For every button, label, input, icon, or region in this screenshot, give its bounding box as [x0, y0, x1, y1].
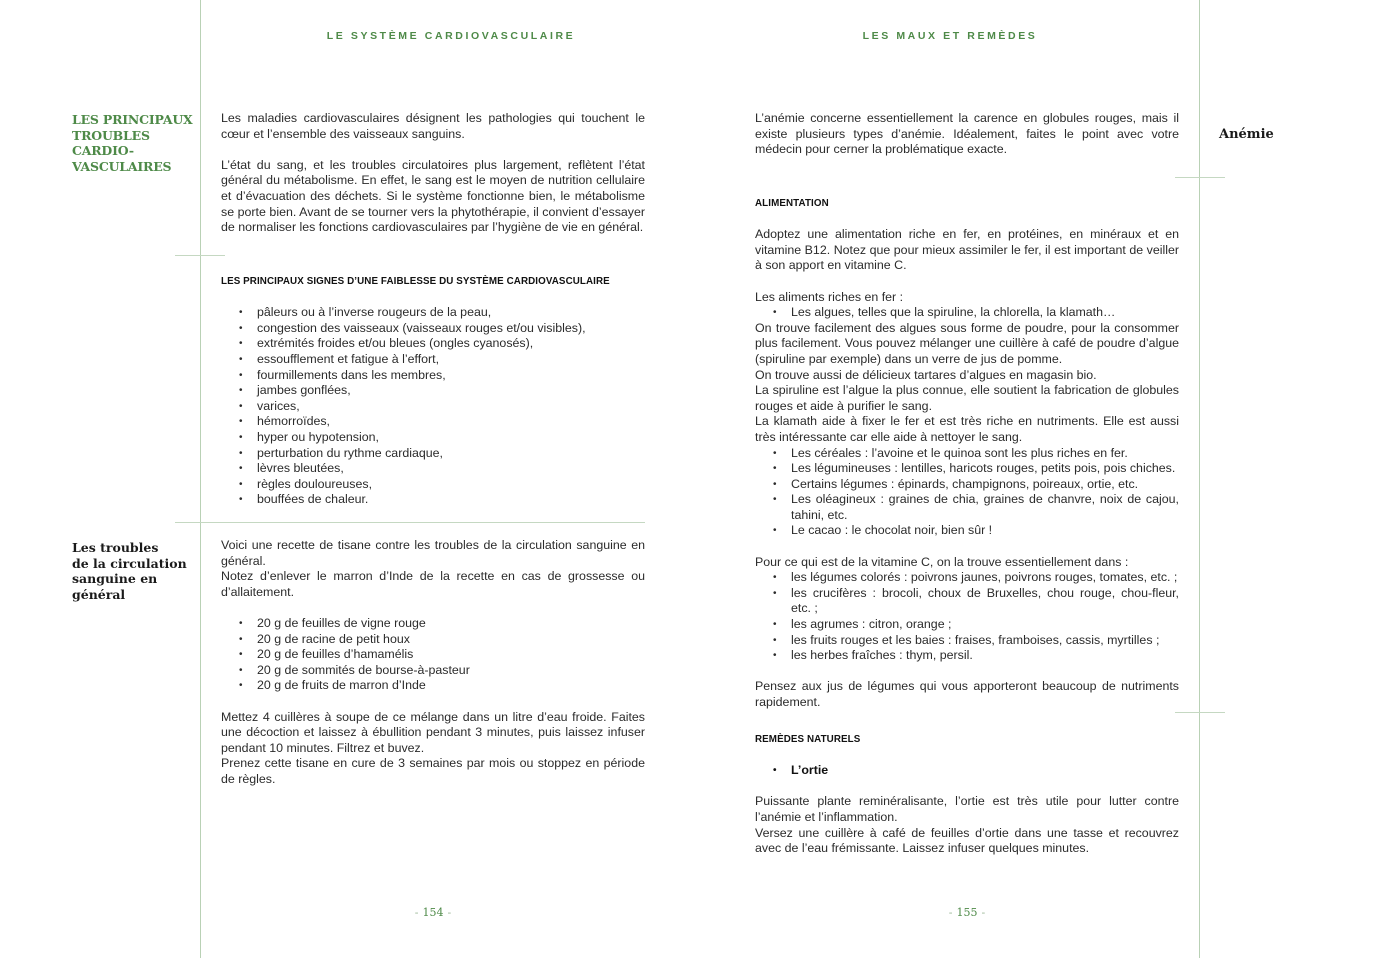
- section-tick-rule: [1175, 712, 1225, 713]
- list-item: • congestion des vaisseaux (vaisseaux rouges et/ou visibles),: [239, 321, 645, 337]
- section-tick-rule: [1175, 177, 1225, 178]
- ortie-paragraph: Versez une cuillère à café de feuilles d’ortie dans une tasse et recouvrez avec de l’eau frémissante. Laissez infuser quelques minutes.: [755, 825, 1179, 856]
- section-divider-rule: [175, 522, 645, 523]
- list-item: • règles douloureuses,: [239, 477, 645, 493]
- section-title-circulation: [72, 540, 197, 602]
- recipe-intro: Voici une recette de tisane contre les troubles de la circulation sanguine en général.: [221, 538, 645, 568]
- page-number-left: - 154 -: [414, 906, 452, 919]
- list-item: • perturbation du rythme cardiaque,: [239, 446, 645, 462]
- list-item: • les légumes colorés : poivrons jaunes, poivrons rouges, tomates, etc. ;: [773, 570, 1179, 586]
- ingredients-list: [221, 616, 645, 694]
- remedies-heading: REMÈDES NATURELS: [755, 734, 861, 745]
- vitamin-c-intro: Pour ce qui est de la vitamine C, on la trouve essentiellement dans :: [755, 554, 1129, 569]
- anemie-intro-block: [755, 111, 1179, 158]
- list-item: • 20 g de sommités de bourse-à-pasteur: [239, 663, 645, 679]
- recipe-warning: Notez d’enlever le marron d’Inde de la recette en cas de grossesse ou d’allaitement.: [221, 569, 645, 599]
- list-item: • les herbes fraîches : thym, persil.: [773, 648, 1179, 664]
- remedies-block: [755, 732, 1179, 857]
- method-paragraph: Mettez 4 cuillères à soupe de ce mélange dans un litre d’eau froide. Faites une décoction et laissez à ébullition pendant 3 minutes, puis laissez infuser pendant 10 minutes. Filtrez et buvez.: [221, 709, 645, 755]
- list-item: • Certains légumes : épinards, champignons, poireaux, ortie, etc.: [773, 477, 1179, 493]
- metabolism-paragraph: L’état du sang, et les troubles circulatoires plus largement, reflètent l’état général du métabolisme. En effet, le sang est le moyen de nutrition cellulaire et d’évacuation des déchets. Si le système fonctionne bien, le métabolisme se porte bien. Avant de se tourner vers la phytothérapie, il convient d’essayer de normaliser les fonctions cardiovasculaires par l’hygiène de vie en général.: [221, 157, 645, 235]
- section-title-cardio: [72, 112, 202, 174]
- intro-paragraph: Les maladies cardiovasculaires désignent les pathologies qui touchent le cœur et l’ensemble des vaisseaux sanguins.: [221, 111, 645, 141]
- list-item: • les crucifères : brocoli, choux de Bruxelles, chou rouge, chou-fleur, etc. ;: [773, 586, 1179, 617]
- intro-block: [221, 111, 645, 236]
- page-number: 155: [956, 906, 978, 919]
- list-item: • hémorroïdes,: [239, 414, 645, 430]
- title-line: LES PRINCIPAUX: [72, 112, 193, 127]
- list-item: • 20 g de feuilles d’hamamélis: [239, 647, 645, 663]
- page-number: 154: [422, 906, 444, 919]
- list-item: • 20 g de racine de petit houx: [239, 632, 645, 648]
- alimentation-block: [755, 196, 1179, 711]
- list-item: • jambes gonflées,: [239, 383, 645, 399]
- list-item: • L’ortie: [773, 763, 1179, 779]
- right-margin-rule: [1199, 0, 1200, 958]
- title-line: général: [72, 586, 126, 602]
- algae-paragraph: On trouve facilement des algues sous forme de poudre, pour la consommer plus facilement. Vous pouvez mélanger une cuillère à café de poudre d’algue (spiruline par exemple) dans un verre de jus de pomme.: [755, 320, 1179, 366]
- list-item: • fourmillements dans les membres,: [239, 368, 645, 384]
- running-head-right: LES MAUX ET REMÈDES: [862, 30, 1038, 42]
- list-item: • Les oléagineux : graines de chia, graines de chanvre, noix de cajou, tahini, etc.: [773, 492, 1179, 523]
- signs-heading: LES PRINCIPAUX SIGNES D’UNE FAIBLESSE DU SYSTÈME CARDIOVASCULAIRE: [221, 276, 610, 287]
- alimentation-paragraph: Adoptez une alimentation riche en fer, en protéines, en minéraux et en vitamine B12. Notez que pour mieux assimiler le fer, il est important de veiller à son apport en vitamine C.: [755, 227, 1179, 273]
- list-item: • bouffées de chaleur.: [239, 492, 645, 508]
- vitamin-c-list: [755, 570, 1179, 664]
- list-item: • 20 g de feuilles de vigne rouge: [239, 616, 645, 632]
- recipe-block: [221, 538, 645, 788]
- list-item: • Le cacao : le chocolat noir, bien sûr !: [773, 523, 1179, 539]
- list-item: • les agrumes : citron, orange ;: [773, 617, 1179, 633]
- list-item: • Les légumineuses : lentilles, haricots rouges, petits pois, pois chiches.: [773, 461, 1179, 477]
- list-item: • Les algues, telles que la spiruline, la chlorella, la klamath…: [773, 305, 1179, 321]
- iron-intro: Les aliments riches en fer :: [755, 289, 904, 304]
- signs-list: [221, 305, 645, 508]
- algae-paragraph: On trouve aussi de délicieux tartares d’algues en magasin bio.: [755, 367, 1097, 382]
- list-item: • les fruits rouges et les baies : fraises, framboises, cassis, myrtilles ;: [773, 633, 1179, 649]
- title-line: VASCULAIRES: [72, 158, 172, 174]
- remedies-list: [755, 763, 1179, 779]
- algae-paragraph: La spiruline est l’algue la plus connue, elle soutient la fabrication de globules rouges et aide à purifier le sang.: [755, 383, 1179, 413]
- list-item: • 20 g de fruits de marron d’Inde: [239, 678, 645, 694]
- list-item: • lèvres bleutées,: [239, 461, 645, 477]
- running-head-left: LE SYSTÈME CARDIOVASCULAIRE: [326, 30, 576, 42]
- section-title-anemie: Anémie: [1219, 127, 1274, 142]
- title-line: Les troubles: [72, 540, 159, 555]
- list-item: • varices,: [239, 399, 645, 415]
- list-item: • pâleurs ou à l’inverse rougeurs de la peau,: [239, 305, 645, 321]
- list-item: • Les céréales : l’avoine et le quinoa sont les plus riches en fer.: [773, 446, 1179, 462]
- list-item: • hyper ou hypotension,: [239, 430, 645, 446]
- cure-paragraph: Prenez cette tisane en cure de 3 semaines par mois ou stoppez en période de règles.: [221, 756, 645, 786]
- title-line: sanguine en: [72, 571, 158, 587]
- algae-paragraph: La klamath aide à fixer le fer et est très riche en nutriments. Elle est aussi très intéressante car elle aide à nettoyer le sang.: [755, 414, 1179, 444]
- page-number-right: - 155 -: [948, 906, 986, 919]
- algae-list: [755, 305, 1179, 321]
- list-item: • essoufflement et fatigue à l’effort,: [239, 352, 645, 368]
- juice-paragraph: Pensez aux jus de légumes qui vous apporteront beaucoup de nutriments rapidement.: [755, 679, 1179, 709]
- anemie-intro: L’anémie concerne essentiellement la carence en globules rouges, mais il existe plusieurs types d’anémie. Idéalement, faites le point avec votre médecin pour cerner la problématique exacte.: [755, 111, 1179, 157]
- alimentation-heading: ALIMENTATION: [755, 198, 829, 209]
- list-item: • extrémités froides et/ou bleues (ongles cyanosés),: [239, 336, 645, 352]
- title-line: TROUBLES CARDIO-: [72, 127, 150, 159]
- iron-foods-list: [755, 446, 1179, 540]
- section-tick-rule: [175, 255, 225, 256]
- ortie-paragraph: Puissante plante reminéralisante, l’ortie est très utile pour lutter contre l’anémie et l’inflammation.: [755, 794, 1179, 824]
- signs-block: [221, 274, 645, 508]
- title-line: de la circulation: [72, 555, 187, 571]
